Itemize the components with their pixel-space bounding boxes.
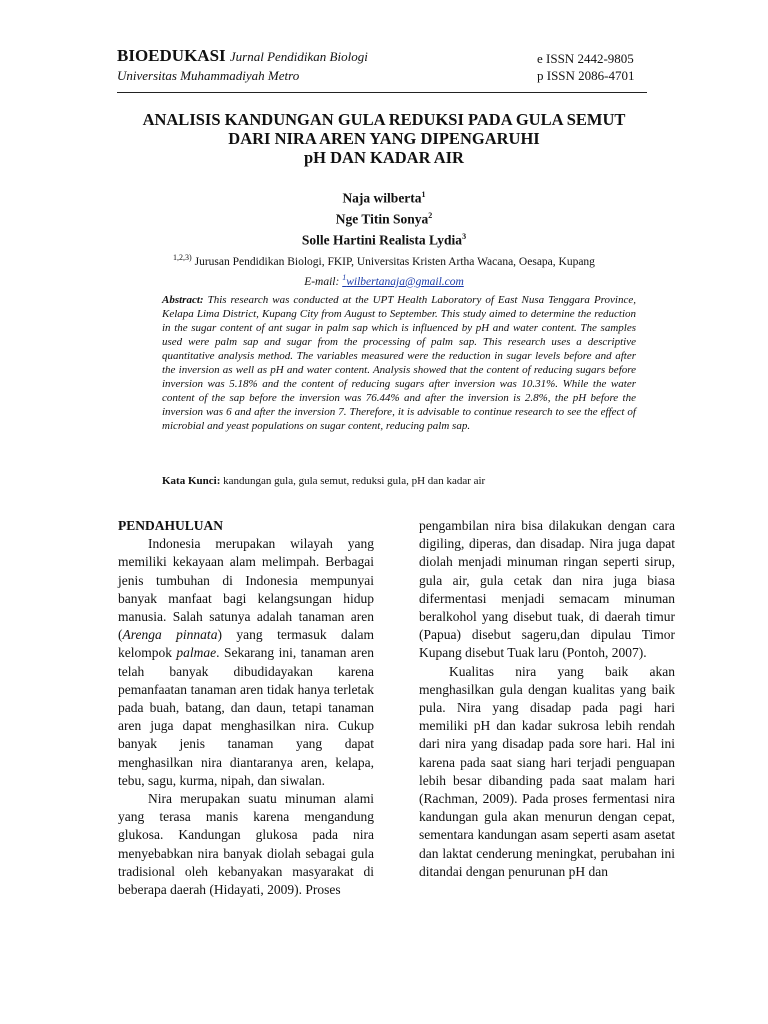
body-column-right — [419, 517, 675, 881]
keywords-text: kandungan gula, gula semut, reduksi gula, pH dan kadar air — [220, 475, 486, 487]
paragraph: Kualitas nira yang baik akan menghasilkan gula dengan kualitas yang baik pula. Nira yang disadap pada pagi hari memiliki pH dan kadar sukrosa lebih rendah dari nira yang disadap pada sore hari. Hal ini karena pada saat siang hari terjadi penguapan lebih besar dibanding pada saat malam hari (Rachman, 2009). Pada proses fermentasi nira kandungan gula akan menurun dengan cepat, sementara kandungan asam seperti asam asetat dan laktat cenderung meningkat, perubahan ini ditandai dengan penurunan pH dan — [419, 663, 675, 879]
university-name: Universitas Muhammadiyah Metro — [117, 68, 300, 83]
journal-name: BIOEDUKASI — [117, 46, 226, 65]
author-name: Nge Titin Sonya — [335, 211, 429, 227]
author-index: 3 — [462, 232, 467, 241]
species-name: Arenga pinnata — [122, 627, 218, 643]
paragraph: Nira merupakan suatu minuman alami yang terasa manis karena mengandung glukosa. Kandungan glukosa pada nira menyebabkan nira banyak diolah sebagai gula tradisional oleh kebanyakan masyarakat di beberapa daerah (Hidayati, 2009). Proses — [118, 791, 374, 898]
affiliation-line — [100, 250, 668, 270]
affiliation-index: 1,2,3) — [173, 253, 192, 262]
body-column-left — [118, 517, 374, 899]
section-heading: PENDAHULUAN — [118, 518, 224, 533]
journal-title — [117, 46, 517, 66]
header-divider — [117, 92, 647, 93]
paragraph-text: ) yang termasuk dalam kelompok — [118, 627, 374, 661]
author-index: 1 — [421, 190, 426, 199]
email-index: 1 — [342, 272, 347, 282]
email-address: wilbertanaja@gmail.com — [346, 275, 464, 288]
affiliation — [100, 250, 668, 290]
email-label: E-mail: — [304, 275, 343, 288]
eissn: e ISSN 2442-9805 — [537, 51, 634, 66]
author-name: Naja wilberta — [342, 190, 422, 206]
author — [100, 207, 668, 228]
issn-block — [537, 50, 635, 84]
keywords — [162, 474, 636, 488]
email-line — [100, 270, 668, 290]
title-line-3: pH DAN KADAR AIR — [304, 148, 464, 167]
abstract-text: This research was conducted at the UPT Health Laboratory of East Nusa Tenggara Province, Kelapa Lima District, Kupang City from August to September. This study aimed to determine the reduction in the sugar content of ant sugar in palm sap which is influenced by pH and water content. The samples used were palm sap and sugar from the processing of palm sap. This research uses a descriptive quantitative analysis method. The variables measured were the reduction in sugar levels before and after the inversion as well as pH and water content. Analysis showed that the content of reducing sugars before inversion was 5.18% and the content of reducing sugars after inversion was 10.31%. While the water content of the sap before the inversion was 76.44% and after the inversion is 2.8%, the pH before the inversion was 6 and after the inversion 7. Therefore, it is advisable to continue research to see the effect of microbial and yeast populations on sugar content, reducing palm sap. — [162, 294, 636, 432]
journal-subtitle: Jurnal Pendidikan Biologi — [229, 49, 368, 64]
author-list — [100, 186, 668, 249]
keywords-label: Kata Kunci: — [162, 475, 221, 487]
abstract-label: Abstract: — [162, 294, 204, 306]
author-index: 2 — [428, 211, 433, 220]
author-name: Solle Hartini Realista Lydia — [301, 232, 463, 248]
family-name: palmae — [176, 645, 217, 661]
title-line-2: DARI NIRA AREN YANG DIPENGARUHI — [228, 129, 540, 148]
abstract — [162, 293, 636, 433]
pissn: p ISSN 2086-4701 — [537, 68, 635, 83]
paper-title — [100, 110, 668, 167]
paragraph — [118, 535, 374, 790]
paragraph-text: . Sekarang ini, tanaman aren telah banyak dibudidayakan karena pemanfaatan tanaman aren tidak hanya terletak pada buah, batang, dan daun, tetapi tanaman aren juga dapat menghasilkan nira. Cukup banyak jenis tanaman yang dapat menghasilkan nira diantaranya aren, kelapa, tebu, sagu, kurma, nipah, dan siwalan. — [118, 645, 374, 788]
paragraph-text: Indonesia merupakan wilayah yang memiliki kekayaan alam melimpah. Berbagai jenis tumbuhan di Indonesia mempunyai banyak manfaat bagi kelangsungan hidup manusia. Salah satunya adalah tanaman aren ( — [118, 536, 374, 643]
affiliation-text: Jurusan Pendidikan Biologi, FKIP, Universitas Kristen Artha Wacana, Oesapa, Kupang — [191, 255, 595, 268]
paragraph: pengambilan nira bisa dilakukan dengan cara digiling, diperas, dan disadap. Nira juga dapat diolah menjadi minuman ringan seperti sirup, gula air, gula cetak dan nira juga biasa difermentasi menjadi semacam minuman beralkohol yang disebut tuak, di daerah timur (Papua) disebut sageru,dan dipulau Timor Kupang disebut Tuak laru (Pontoh, 2007). — [419, 518, 675, 661]
journal-header — [117, 46, 517, 84]
title-line-1: ANALISIS KANDUNGAN GULA REDUKSI PADA GULA SEMUT — [142, 110, 626, 129]
email-link[interactable] — [342, 272, 464, 288]
author — [100, 186, 668, 207]
author — [100, 228, 668, 249]
